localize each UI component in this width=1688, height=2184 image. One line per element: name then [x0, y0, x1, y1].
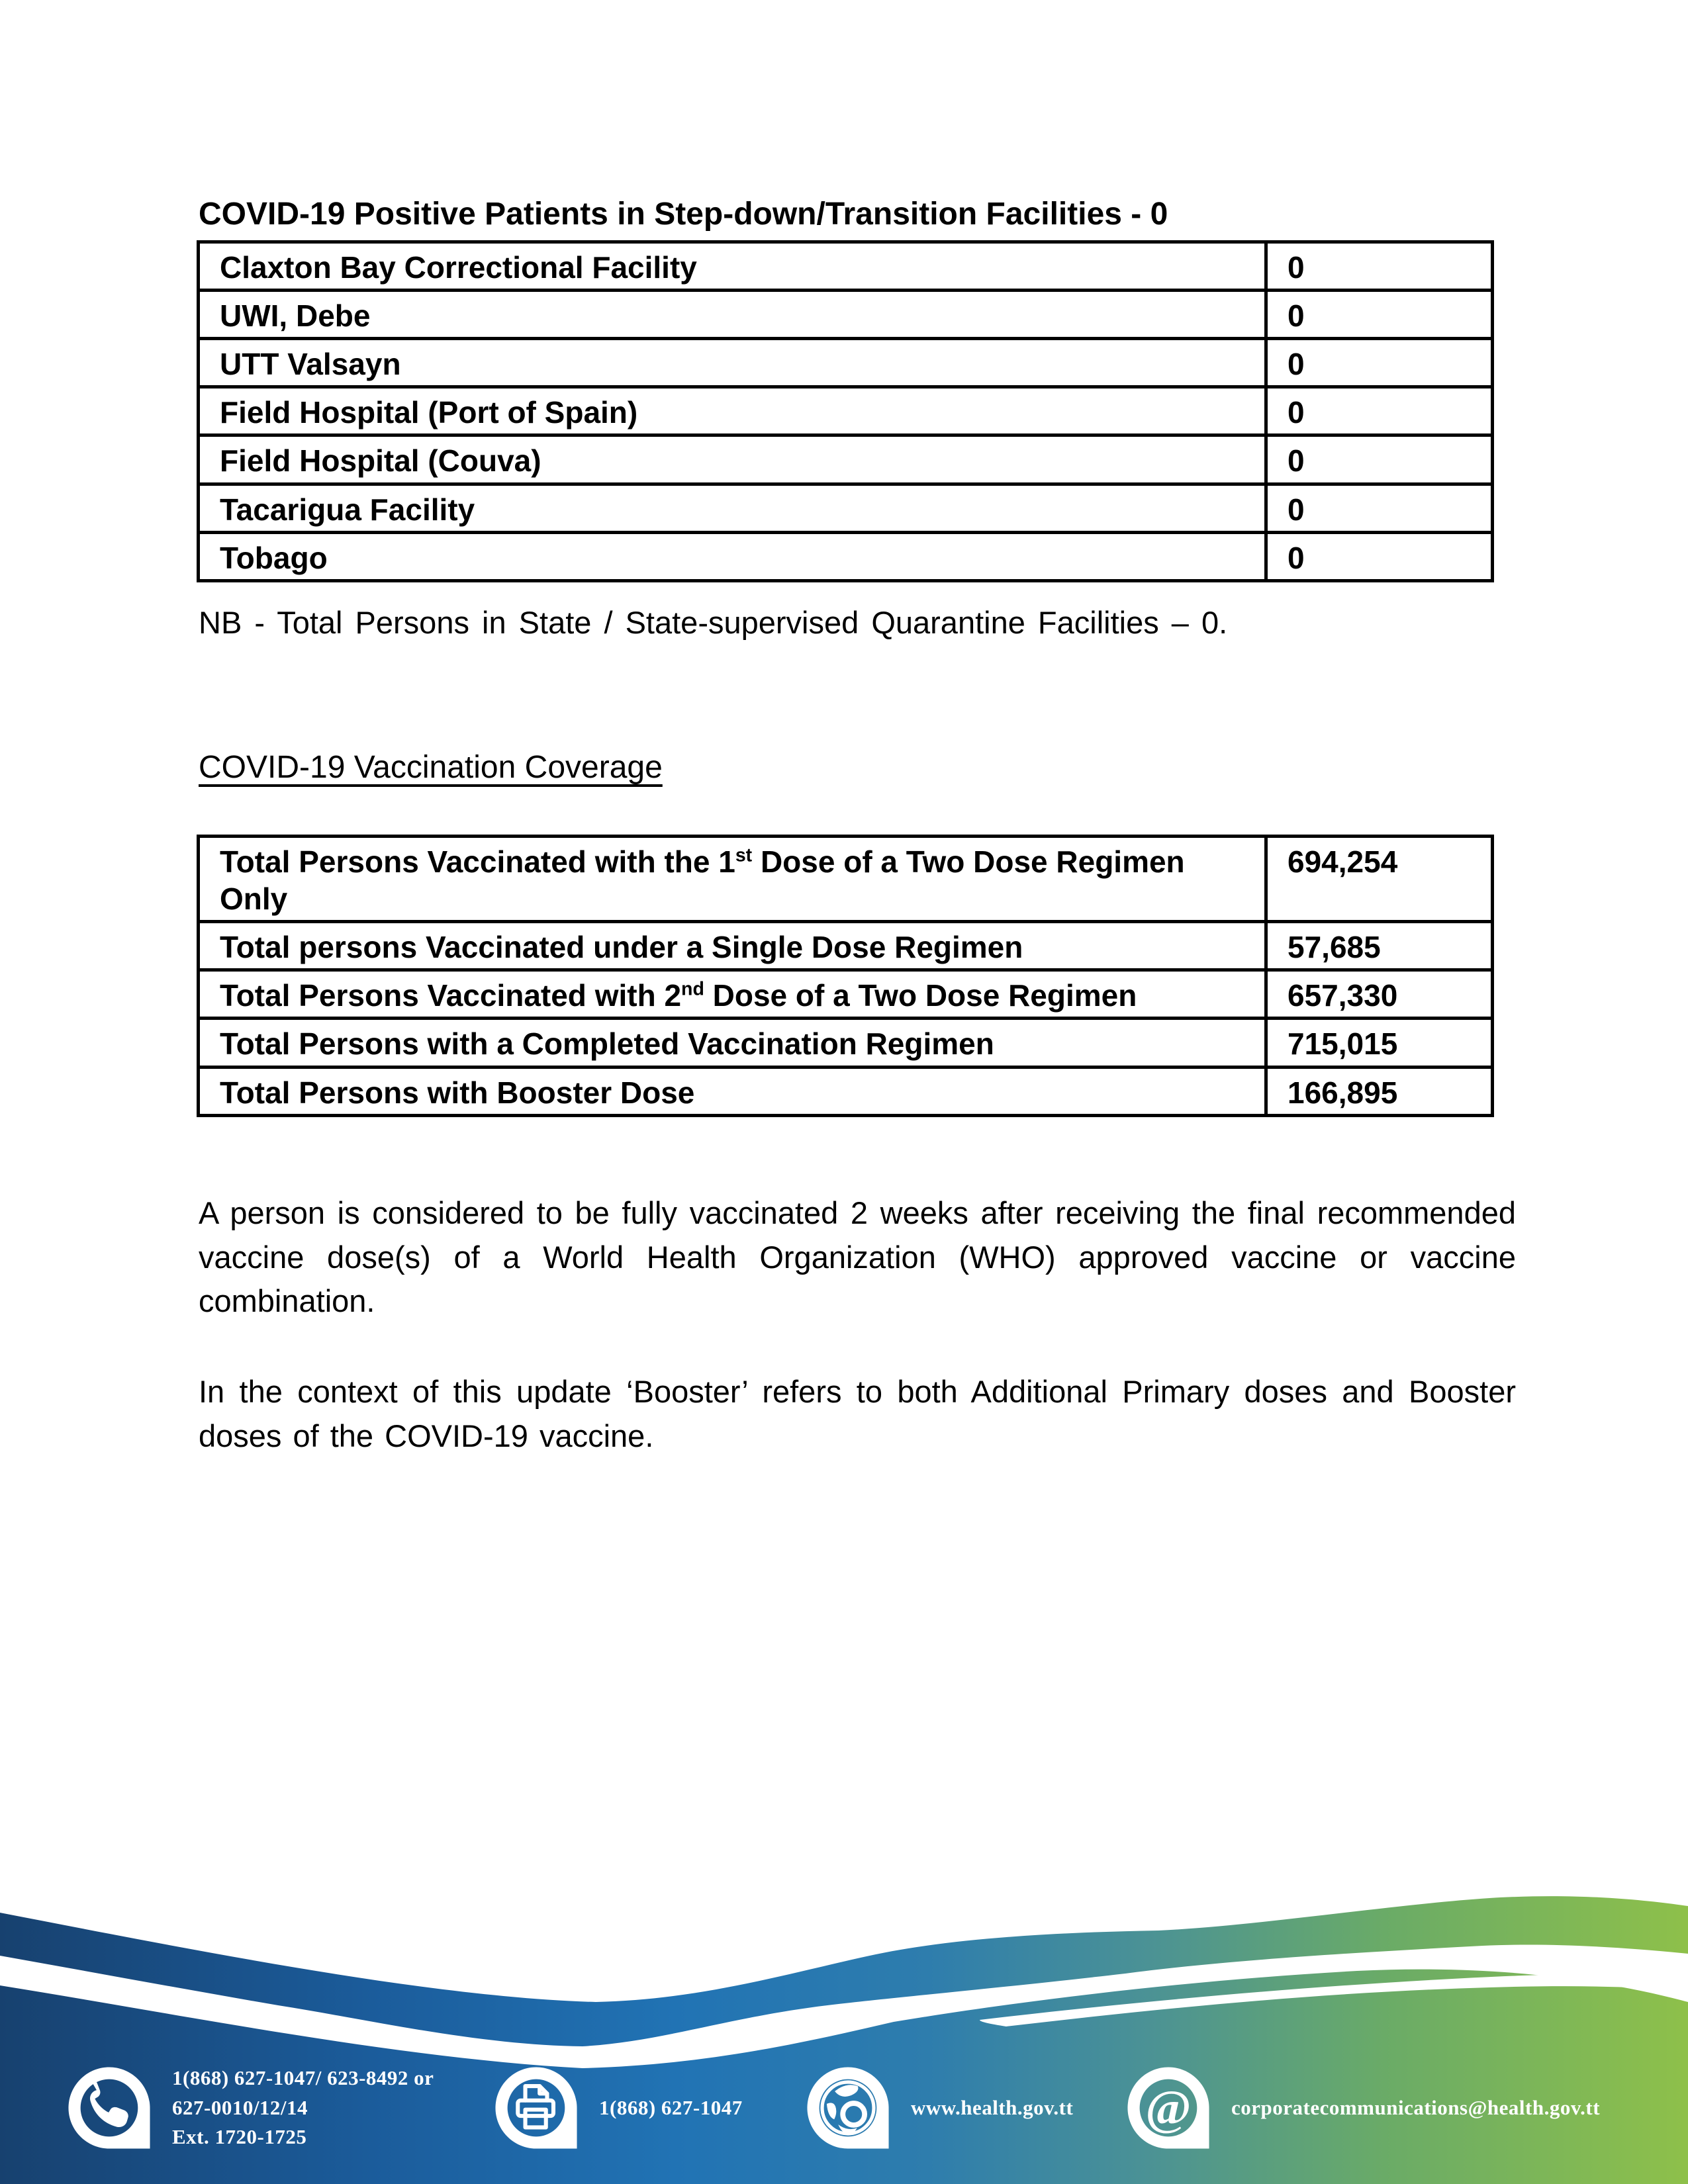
svg-text:@: @	[1145, 2081, 1192, 2136]
value-cell: 166,895	[1266, 1067, 1493, 1115]
vaccination-coverage-table	[197, 835, 1494, 1117]
value-cell: 715,015	[1266, 1019, 1493, 1067]
table-row	[199, 837, 1493, 922]
website-url: www.health.gov.tt	[911, 2095, 1074, 2119]
table-row	[199, 291, 1493, 339]
table-row	[199, 242, 1493, 291]
fully-vaccinated-note: A person is considered to be fully vaccinated 2 weeks after receiving the final recommended vaccine dose(s) of a World Health Organization (WHO) approved vaccine or vaccine combination.	[199, 1195, 1516, 1319]
count-cell: 0	[1266, 387, 1493, 435]
value-cell: 57,685	[1266, 922, 1493, 970]
table-row	[199, 970, 1493, 1019]
value-cell: 694,254	[1266, 837, 1493, 922]
count-cell: 0	[1266, 291, 1493, 339]
count-cell: 0	[1266, 435, 1493, 484]
table-row	[199, 532, 1493, 580]
facility-cell: Tobago	[199, 532, 1266, 580]
facility-cell: Tacarigua Facility	[199, 484, 1266, 532]
nb-quarantine-note: NB - Total Persons in State / State-supervised Quarantine Facilities – 0.	[199, 605, 1228, 640]
count-cell: 0	[1266, 242, 1493, 291]
metric-cell: Total Persons with a Completed Vaccination Regimen	[199, 1019, 1266, 1067]
table-row	[199, 435, 1493, 484]
globe-icon	[805, 2065, 891, 2151]
count-cell: 0	[1266, 484, 1493, 532]
phone-ext-line: Ext. 1720-1725	[172, 2125, 307, 2149]
metric-cell: Total Persons Vaccinated with 2nd Dose of a Two Dose Regimen	[199, 970, 1266, 1019]
table-row	[199, 484, 1493, 532]
phone-icon	[66, 2065, 152, 2151]
footer-email-contact	[1125, 2065, 1600, 2151]
fax-icon	[493, 2065, 579, 2151]
value-cell: 657,330	[1266, 970, 1493, 1019]
facility-cell: UWI, Debe	[199, 291, 1266, 339]
count-cell: 0	[1266, 339, 1493, 387]
facility-cell: Claxton Bay Correctional Facility	[199, 242, 1266, 291]
superscript: st	[735, 844, 753, 866]
footer-fax-contact	[493, 2065, 743, 2151]
facility-cell: UTT Valsayn	[199, 339, 1266, 387]
phone-number-line: 627-0010/12/14	[172, 2095, 308, 2119]
count-cell: 0	[1266, 532, 1493, 580]
facility-cell: Field Hospital (Couva)	[199, 435, 1266, 484]
vaccination-coverage-heading: COVID-19 Vaccination Coverage	[199, 750, 663, 785]
superscript: nd	[681, 979, 704, 1000]
booster-definition-note: In the context of this update ‘Booster’ refers to both Additional Primary doses and Booster doses of the COVID-19 vaccine.	[199, 1374, 1516, 1453]
fax-number: 1(868) 627-1047	[599, 2095, 743, 2119]
metric-cell: Total Persons Vaccinated with the 1st Dose of a Two Dose Regimen Only	[199, 837, 1266, 922]
metric-cell: Total Persons with Booster Dose	[199, 1067, 1266, 1115]
email-icon	[1125, 2065, 1211, 2151]
footer-website-contact	[805, 2065, 1073, 2151]
table-row	[199, 1067, 1493, 1115]
facility-cell: Field Hospital (Port of Spain)	[199, 387, 1266, 435]
metric-cell: Total persons Vaccinated under a Single Dose Regimen	[199, 922, 1266, 970]
table-row	[199, 339, 1493, 387]
stepdown-table-title: COVID-19 Positive Patients in Step-down/Transition Facilities - 0	[199, 197, 1168, 232]
table-row	[199, 922, 1493, 970]
table-row	[199, 387, 1493, 435]
email-address: corporatecommunications@health.gov.tt	[1231, 2095, 1601, 2119]
table-row	[199, 1019, 1493, 1067]
phone-number-line: 1(868) 627-1047/ 623-8492 or	[172, 2066, 434, 2089]
footer-phone-contact	[66, 2058, 434, 2158]
stepdown-facilities-table	[197, 240, 1494, 582]
